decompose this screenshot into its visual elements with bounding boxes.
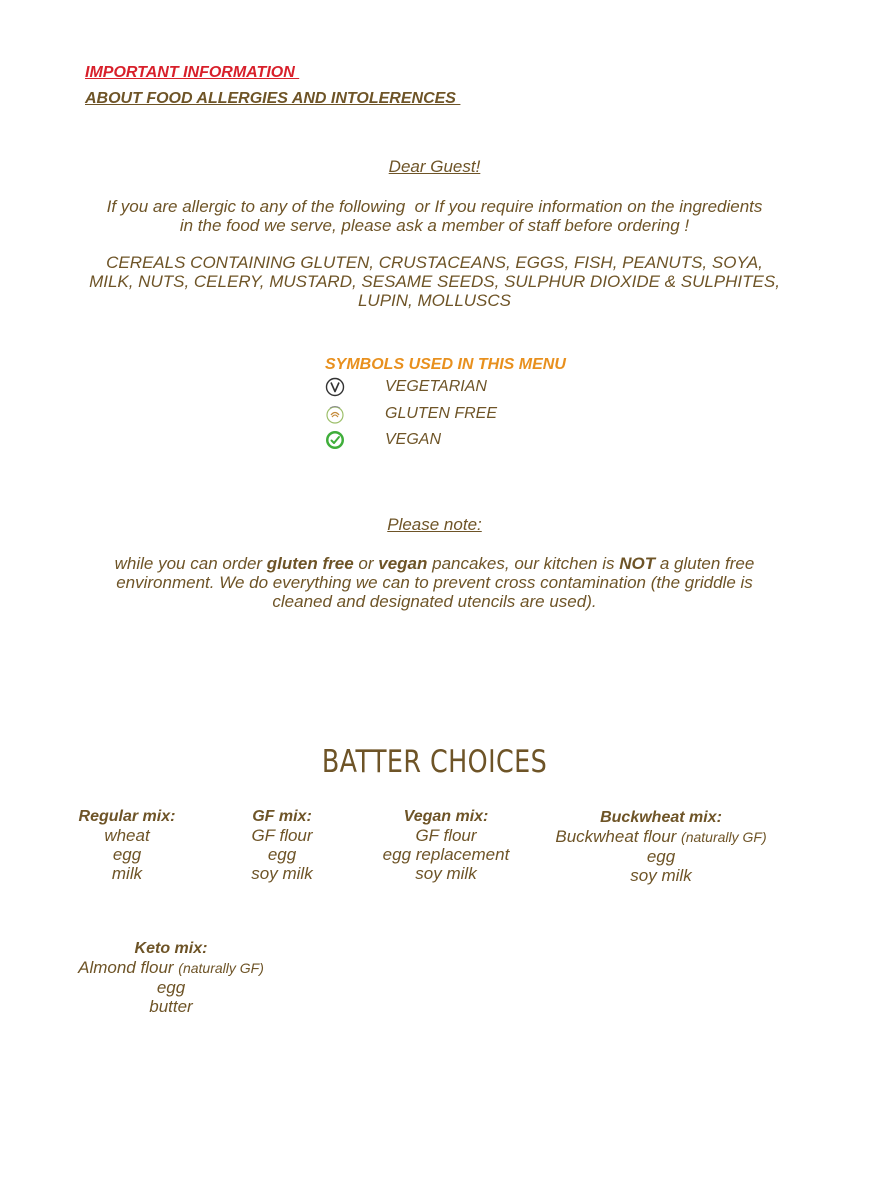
allergens-list [0,253,869,310]
gluten-free-icon [325,404,345,424]
note-title: Please note: [387,515,482,534]
greeting: Dear Guest! [388,157,481,176]
vegetarian-icon [325,377,345,397]
mix-ingredient: egg [646,847,676,866]
mix-ingredient [541,827,781,847]
batter-choices-title: BATTER CHOICES [321,744,548,780]
mix-ingredient: butter [149,997,193,1016]
mix-ingredient: GF flour [251,826,313,845]
keto-mix [61,939,281,1016]
mix-ingredient-main: Almond flour [78,958,174,977]
symbol-label: GLUTEN FREE [385,405,498,422]
mix-ingredient: milk [111,864,143,883]
note-bold-gluten-free: gluten free [266,554,354,573]
note-line: environment. We do everything we can to prevent cross contamination (the griddle is [116,573,753,592]
allergens-line: LUPIN, MOLLUSCS [357,291,512,310]
symbols-title: SYMBOLS USED IN THIS MENU [325,356,566,373]
mix-ingredient: egg replacement [382,845,510,864]
mix-ingredient: soy milk [415,864,477,883]
allergy-notice [0,197,869,235]
header-food-allergies: ABOUT FOOD ALLERGIES AND INTOLERENCES [85,90,461,107]
buckwheat-mix [541,808,781,885]
allergy-notice-line: If you are allergic to any of the following or If you require information on the ingredients [106,197,763,216]
mix-title: GF mix: [252,808,312,825]
allergens-line: MILK, NUTS, CELERY, MUSTARD, SESAME SEEDS, SULPHUR DIOXIDE & SULPHITES, [89,272,780,291]
vegan-icon [325,430,345,450]
mix-ingredient: egg [112,845,142,864]
mix-ingredient-note: (naturally GF) [178,960,264,976]
symbol-row-gluten-free [325,403,498,425]
mix-ingredient: wheat [104,826,150,845]
mix-ingredient: soy milk [251,864,313,883]
mix-ingredient-note: (naturally GF) [681,829,767,845]
note-bold-not: NOT [619,554,656,573]
mix-title: Buckwheat mix: [600,809,722,826]
mix-title: Vegan mix: [403,808,489,825]
note-bold-vegan: vegan [378,554,428,573]
note-line: cleaned and designated utencils are used). [272,592,597,611]
symbol-row-vegetarian [325,376,487,398]
note-text: while you can order [114,554,267,573]
note-text: or [353,554,379,573]
header-important-info: IMPORTANT INFORMATION [85,64,300,81]
note-text: pancakes, our kitchen is [427,554,620,573]
mix-ingredient: GF flour [415,826,477,845]
mix-title: Keto mix: [134,940,208,957]
mix-ingredient: soy milk [630,866,692,885]
note-body [0,554,869,611]
vegan-mix [366,807,526,883]
regular-mix [57,807,197,883]
mix-ingredient [61,958,281,978]
mix-ingredient: egg [156,978,186,997]
gf-mix [222,807,342,883]
mix-ingredient: egg [267,845,297,864]
allergens-line: CEREALS CONTAINING GLUTEN, CRUSTACEANS, EGGS, FISH, PEANUTS, SOYA, [106,253,763,272]
allergy-notice-line: in the food we serve, please ask a member of staff before ordering ! [179,216,690,235]
note-text: a gluten free [655,554,755,573]
mix-ingredient-main: Buckwheat flour [555,827,677,846]
symbol-row-vegan [325,429,442,451]
mix-title: Regular mix: [78,808,176,825]
note-line [0,554,869,573]
symbol-label: VEGAN [385,431,442,448]
symbol-label: VEGETARIAN [385,378,487,395]
